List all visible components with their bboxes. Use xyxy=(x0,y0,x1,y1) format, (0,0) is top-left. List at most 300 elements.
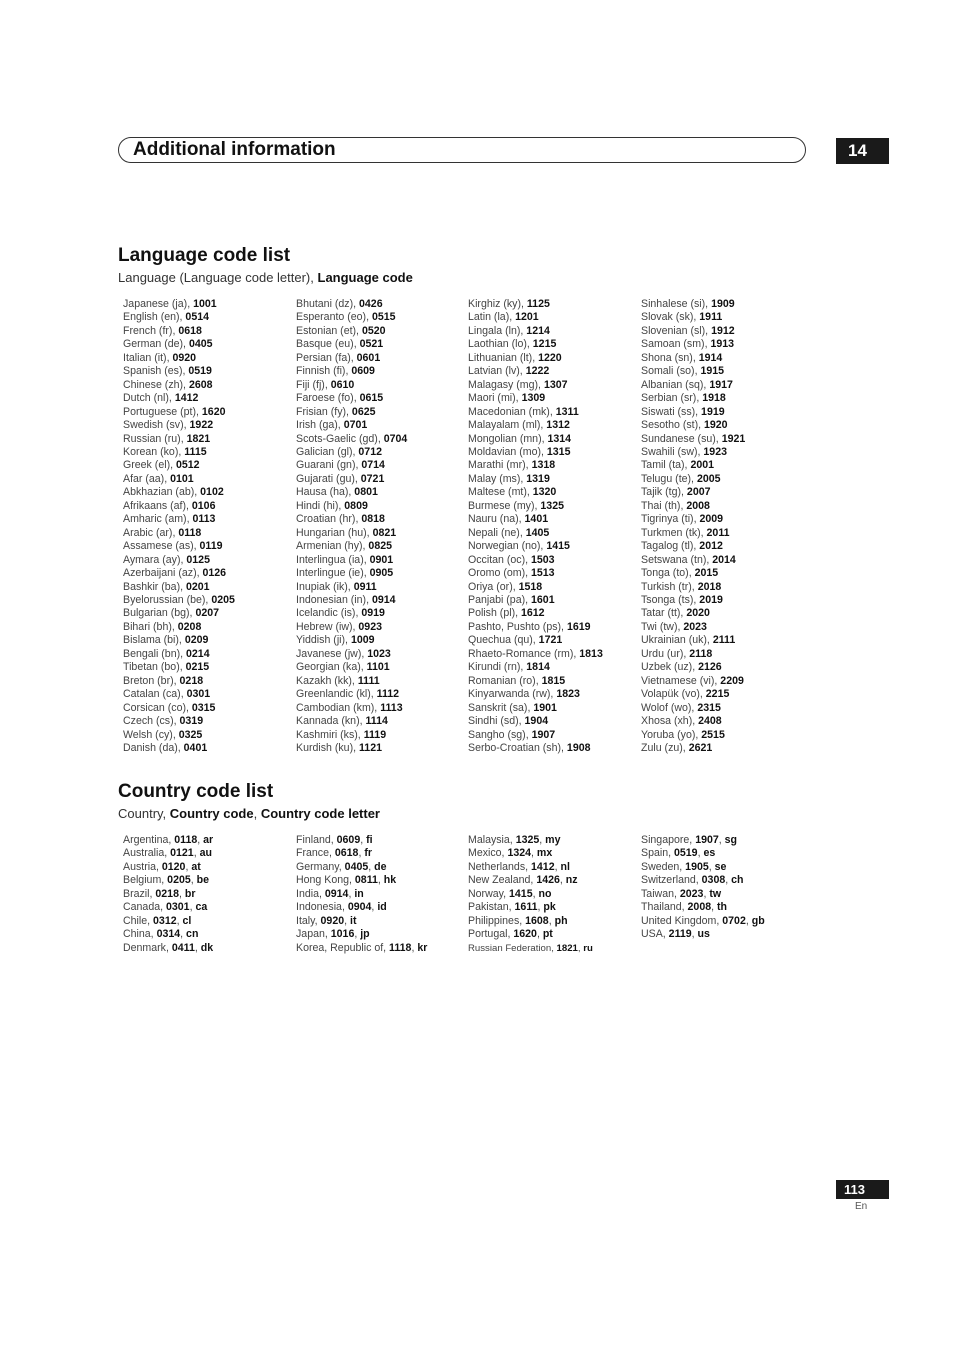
country-separator: , xyxy=(703,887,710,900)
language-name: Russian (ru), xyxy=(123,432,187,445)
language-code: 0920 xyxy=(172,351,197,364)
country-entry xyxy=(296,928,466,941)
country-letter: au xyxy=(199,847,212,860)
language-name: Kazakh (kk), xyxy=(296,674,358,687)
language-entry xyxy=(641,365,811,378)
language-entry xyxy=(123,527,293,540)
language-code: 1814 xyxy=(526,661,550,674)
language-entry xyxy=(468,325,638,338)
language-name: Hungarian (hu), xyxy=(296,526,373,539)
language-name: Kurdish (ku), xyxy=(296,741,359,754)
country-entry xyxy=(468,901,638,914)
language-code: 2009 xyxy=(699,513,724,526)
language-entry xyxy=(296,527,466,540)
language-name: Gujarati (gu), xyxy=(296,472,361,485)
country-code: 0205 xyxy=(167,874,191,887)
country-code: 0609 xyxy=(336,834,361,846)
country-entry xyxy=(468,874,638,887)
language-code: 1415 xyxy=(546,540,570,553)
country-code: 1415 xyxy=(509,887,533,900)
language-column-2 xyxy=(296,298,466,755)
language-code: 0801 xyxy=(354,486,378,499)
language-code: 1307 xyxy=(543,378,568,391)
language-name: Amharic (am), xyxy=(123,513,193,526)
language-code: 0704 xyxy=(383,432,408,445)
country-name: Denmark, xyxy=(123,941,172,954)
country-entry xyxy=(641,901,811,914)
language-name: Kannada (kn), xyxy=(296,715,366,728)
language-code: 0119 xyxy=(199,540,223,553)
language-name: Fiji (fj), xyxy=(296,378,331,391)
language-name: Breton (br), xyxy=(123,674,180,687)
language-code: 0923 xyxy=(358,620,382,633)
language-name: Norwegian (no), xyxy=(468,540,547,553)
language-entry xyxy=(641,540,811,553)
country-separator: , xyxy=(190,874,197,887)
language-code: 1917 xyxy=(709,378,733,391)
country-separator: , xyxy=(411,941,418,954)
page-number-badge: 113 xyxy=(836,1180,889,1199)
language-code: 0825 xyxy=(368,540,392,553)
language-entry xyxy=(296,621,466,634)
country-entry xyxy=(641,861,811,874)
country-entry xyxy=(123,834,293,847)
language-entry xyxy=(123,729,293,742)
language-code: 1907 xyxy=(531,728,556,741)
language-code: 2215 xyxy=(705,688,730,701)
country-letter: at xyxy=(191,860,201,873)
language-name: Slovak (sk), xyxy=(641,311,700,324)
language-name: Scots-Gaelic (gd), xyxy=(296,432,384,445)
country-letter: ph xyxy=(554,914,568,927)
language-entry xyxy=(468,607,638,620)
country-separator: , xyxy=(193,847,200,860)
language-code: 1101 xyxy=(366,661,390,674)
language-name: Greenlandic (kl), xyxy=(296,688,377,701)
language-code: 0113 xyxy=(192,513,216,526)
language-entry xyxy=(296,379,466,392)
language-code: 1115 xyxy=(184,445,207,458)
language-entry xyxy=(123,634,293,647)
language-code: 0401 xyxy=(183,741,208,754)
language-entry xyxy=(468,715,638,728)
language-entry xyxy=(641,338,811,351)
country-subtitle-bold-1: Country code xyxy=(169,806,254,821)
language-name: Malayalam (ml), xyxy=(468,419,547,432)
language-name: Interlingue (ie), xyxy=(296,567,370,580)
language-code: 1121 xyxy=(359,741,382,754)
language-entry xyxy=(468,742,638,755)
language-code: 0325 xyxy=(178,728,203,741)
country-name: Singapore, xyxy=(641,834,696,846)
language-name: Corsican (co), xyxy=(123,701,192,714)
language-entry xyxy=(296,567,466,580)
language-entry xyxy=(468,702,638,715)
language-name: Turkish (tr), xyxy=(641,580,698,593)
language-entry xyxy=(468,567,638,580)
country-name: Russian Federation, xyxy=(468,942,557,954)
language-entry xyxy=(641,311,811,324)
language-code: 1319 xyxy=(526,472,550,485)
language-code: 1901 xyxy=(533,701,557,714)
country-entry xyxy=(641,888,811,901)
country-code: 0411 xyxy=(171,941,195,954)
language-code: 2008 xyxy=(686,499,710,512)
country-separator: , xyxy=(180,928,187,941)
language-entry xyxy=(123,392,293,405)
language-entry xyxy=(123,325,293,338)
language-code: 1113 xyxy=(380,701,403,714)
language-column-4 xyxy=(641,298,811,755)
country-code: 1821 xyxy=(556,942,578,954)
language-code: 0914 xyxy=(371,593,396,606)
language-entry xyxy=(468,554,638,567)
language-code: 1612 xyxy=(520,607,545,620)
language-code: 1503 xyxy=(531,553,555,566)
country-code: 1608 xyxy=(525,914,549,927)
language-code: 1721 xyxy=(538,634,563,647)
language-code: 1309 xyxy=(521,392,546,405)
language-name: Armenian (hy), xyxy=(296,540,369,553)
language-name: Bashkir (ba), xyxy=(123,580,186,593)
country-code: 1620 xyxy=(513,928,537,941)
language-code: 1919 xyxy=(701,405,725,418)
country-letter: fi xyxy=(366,834,373,846)
language-entry xyxy=(123,433,293,446)
language-entry xyxy=(641,661,811,674)
language-code: 0214 xyxy=(186,647,210,660)
language-entry xyxy=(296,473,466,486)
country-separator: , xyxy=(532,887,539,900)
language-entry xyxy=(296,661,466,674)
language-name: Interlingua (ia), xyxy=(296,553,370,566)
language-name: Indonesian (in), xyxy=(296,593,372,606)
language-name: Tigrinya (ti), xyxy=(641,513,700,526)
language-code: 0712 xyxy=(358,445,382,458)
country-separator: , xyxy=(197,834,204,846)
language-name: Albanian (sq), xyxy=(641,378,710,391)
language-entry xyxy=(468,446,638,459)
language-code: 2111 xyxy=(712,634,736,647)
language-entry xyxy=(296,540,466,553)
country-code: 1611 xyxy=(514,901,538,914)
language-code: 1023 xyxy=(367,647,391,660)
language-name: Sinhalese (si), xyxy=(641,298,712,310)
language-entry xyxy=(123,379,293,392)
language-entry xyxy=(468,338,638,351)
language-code: 2011 xyxy=(706,526,730,539)
language-code: 0205 xyxy=(211,593,235,606)
country-separator: , xyxy=(377,874,384,887)
country-entry xyxy=(468,888,638,901)
language-code: 0218 xyxy=(179,674,204,687)
language-code: 0521 xyxy=(359,338,384,351)
language-name: Latin (la), xyxy=(468,311,516,324)
language-entry xyxy=(641,406,811,419)
language-entry xyxy=(296,607,466,620)
language-code: 2118 xyxy=(689,647,713,660)
language-name: Sindhi (sd), xyxy=(468,715,525,728)
language-entry xyxy=(296,338,466,351)
language-code: 0405 xyxy=(188,338,213,351)
language-code: 0514 xyxy=(185,311,209,324)
language-name: Aymara (ay), xyxy=(123,553,187,566)
country-separator: , xyxy=(531,847,537,860)
language-entry xyxy=(641,459,811,472)
country-letter: br xyxy=(184,887,196,900)
language-name: Samoan (sm), xyxy=(641,338,711,351)
language-name: Malay (ms), xyxy=(468,472,527,485)
language-code: 1222 xyxy=(525,365,550,378)
language-entry xyxy=(296,715,466,728)
language-code: 1909 xyxy=(711,298,735,310)
country-name: Switzerland, xyxy=(641,874,702,887)
country-entry xyxy=(296,834,466,847)
page-language-label: En xyxy=(855,1201,868,1212)
country-entry xyxy=(123,874,293,887)
language-code: 0618 xyxy=(178,324,202,337)
country-code: 0301 xyxy=(166,901,190,914)
country-separator: , xyxy=(745,914,752,927)
language-code: 0515 xyxy=(371,311,396,324)
language-code: 0609 xyxy=(351,365,375,378)
country-entry xyxy=(641,847,811,860)
language-name: Burmese (my), xyxy=(468,499,541,512)
country-code: 0312 xyxy=(153,914,177,927)
language-entry xyxy=(641,715,811,728)
country-code: 2023 xyxy=(679,887,704,900)
language-name: Swedish (sv), xyxy=(123,419,190,432)
language-code: 0601 xyxy=(356,351,381,364)
language-code: 0701 xyxy=(343,419,368,432)
language-code: 2209 xyxy=(720,674,744,687)
country-separator: , xyxy=(559,874,566,887)
country-name: Norway, xyxy=(468,887,510,900)
language-name: Esperanto (eo), xyxy=(296,311,372,324)
language-entry xyxy=(468,621,638,634)
country-entry xyxy=(296,847,466,860)
language-name: Assamese (as), xyxy=(123,540,200,553)
language-entry xyxy=(468,473,638,486)
language-name: Afrikaans (af), xyxy=(123,499,192,512)
language-name: Yoruba (yo), xyxy=(641,728,702,741)
language-code: 1312 xyxy=(546,419,570,432)
country-letter: th xyxy=(717,901,727,914)
country-separator: , xyxy=(368,860,375,873)
language-entry xyxy=(468,459,638,472)
language-name: Icelandic (is), xyxy=(296,607,362,620)
language-name: Dutch (nl), xyxy=(123,392,175,405)
language-code: 1513 xyxy=(530,567,555,580)
language-entry xyxy=(123,715,293,728)
country-name: Australia, xyxy=(123,847,171,860)
language-entry xyxy=(468,379,638,392)
language-entry xyxy=(296,406,466,419)
language-entry xyxy=(296,500,466,513)
language-entry xyxy=(123,446,293,459)
language-name: Arabic (ar), xyxy=(123,526,179,539)
country-code: 1324 xyxy=(507,847,532,860)
language-code: 1311 xyxy=(555,405,579,418)
language-name: Ukrainian (uk), xyxy=(641,634,713,647)
country-code: 1905 xyxy=(685,860,709,873)
language-entry xyxy=(296,688,466,701)
language-name: Romanian (ro), xyxy=(468,674,542,687)
language-code: 0315 xyxy=(191,701,216,714)
language-name: Slovenian (sl), xyxy=(641,324,712,337)
country-separator: , xyxy=(348,887,355,900)
language-entry xyxy=(296,433,466,446)
language-name: Zulu (zu), xyxy=(641,741,689,754)
language-entry xyxy=(296,675,466,688)
language-name: Laothian (lo), xyxy=(468,338,533,351)
language-code: 0911 xyxy=(353,580,377,593)
language-name: Uzbek (uz), xyxy=(641,661,699,674)
language-entry xyxy=(641,581,811,594)
country-letter: pt xyxy=(542,928,553,941)
language-code: 2608 xyxy=(188,378,213,391)
language-name: Yiddish (ji), xyxy=(296,634,351,647)
language-code: 2005 xyxy=(696,472,721,485)
language-name: Japanese (ja), xyxy=(123,298,194,310)
language-code: 1314 xyxy=(547,432,572,445)
language-name: Siswati (ss), xyxy=(641,405,702,418)
language-code: 0201 xyxy=(186,580,210,593)
country-entry xyxy=(468,928,638,941)
language-entry xyxy=(468,688,638,701)
country-letter: in xyxy=(354,887,364,900)
language-entry xyxy=(123,459,293,472)
language-entry xyxy=(468,594,638,607)
language-code: 1318 xyxy=(531,459,556,472)
country-separator: , xyxy=(708,860,715,873)
language-entry xyxy=(641,419,811,432)
language-code: 1119 xyxy=(363,728,387,741)
language-entry xyxy=(123,352,293,365)
language-name: Hindi (hi), xyxy=(296,499,345,512)
language-entry xyxy=(468,675,638,688)
country-letter: tw xyxy=(709,887,722,900)
language-name: Marathi (mr), xyxy=(468,459,532,472)
language-code: 1920 xyxy=(704,419,728,432)
country-separator: , xyxy=(185,860,192,873)
country-name: Hong Kong, xyxy=(296,874,355,887)
language-section-subtitle xyxy=(118,270,413,285)
language-name: Tamil (ta), xyxy=(641,459,691,472)
language-code: 2014 xyxy=(712,553,736,566)
language-code: 0520 xyxy=(361,324,386,337)
language-name: Lithuanian (lt), xyxy=(468,351,539,364)
language-code: 1914 xyxy=(698,351,723,364)
language-entry xyxy=(123,567,293,580)
country-name: Austria, xyxy=(123,860,162,873)
language-name: Shona (sn), xyxy=(641,351,699,364)
language-entry xyxy=(296,311,466,324)
language-name: Portuguese (pt), xyxy=(123,405,202,418)
country-letter: nz xyxy=(565,874,578,887)
chapter-header-box xyxy=(118,137,806,163)
country-entry xyxy=(296,942,466,955)
country-code: 0914 xyxy=(324,887,349,900)
language-entry xyxy=(123,406,293,419)
language-code: 0208 xyxy=(177,620,202,633)
language-code: 1518 xyxy=(518,580,543,593)
language-entry xyxy=(641,486,811,499)
country-code: 1016 xyxy=(330,928,355,941)
country-column-4 xyxy=(641,834,811,942)
language-name: Georgian (ka), xyxy=(296,661,367,674)
country-code: 1118 xyxy=(389,941,412,954)
country-section-subtitle xyxy=(118,806,380,821)
language-name: Guarani (gn), xyxy=(296,459,362,472)
language-column-3 xyxy=(468,298,638,755)
language-entry xyxy=(296,419,466,432)
language-code: 0901 xyxy=(369,553,394,566)
country-letter: jp xyxy=(360,928,370,941)
language-name: Abkhazian (ab), xyxy=(123,486,201,499)
language-code: 0301 xyxy=(186,688,211,701)
language-entry xyxy=(296,554,466,567)
language-entry xyxy=(468,729,638,742)
language-entry xyxy=(296,298,466,311)
country-code: 1325 xyxy=(515,834,540,846)
language-name: Panjabi (pa), xyxy=(468,593,532,606)
language-code: 2015 xyxy=(694,567,719,580)
country-name: Brazil, xyxy=(123,887,156,900)
language-entry xyxy=(123,648,293,661)
language-code: 1009 xyxy=(350,634,375,647)
language-name: Persian (fa), xyxy=(296,351,357,364)
country-separator: , xyxy=(711,901,717,914)
country-separator: , xyxy=(371,901,378,914)
language-code: 0919 xyxy=(361,607,385,620)
language-code: 1320 xyxy=(532,486,557,499)
language-code: 1112 xyxy=(376,688,400,701)
language-code: 0209 xyxy=(184,634,209,647)
language-name: German (de), xyxy=(123,338,189,351)
country-code: 0218 xyxy=(155,887,179,900)
language-name: Faroese (fo), xyxy=(296,392,360,405)
language-entry xyxy=(296,352,466,365)
language-name: Kirghiz (ky), xyxy=(468,298,527,310)
language-code: 1001 xyxy=(193,298,217,310)
country-separator: , xyxy=(194,941,201,954)
country-code: 0702 xyxy=(722,914,746,927)
country-code: 0121 xyxy=(170,847,194,860)
language-name: Malagasy (mg), xyxy=(468,378,544,391)
country-code: 1412 xyxy=(531,860,555,873)
country-letter: gb xyxy=(751,914,765,927)
country-letter: kr xyxy=(417,941,428,954)
language-entry xyxy=(296,459,466,472)
language-name: Estonian (et), xyxy=(296,324,362,337)
language-code: 2012 xyxy=(699,540,723,553)
language-name: Maori (mi), xyxy=(468,392,522,405)
language-code: 1908 xyxy=(566,741,591,754)
country-letter: dk xyxy=(200,941,214,954)
language-code: 1923 xyxy=(703,445,727,458)
language-entry xyxy=(641,634,811,647)
chapter-title: Additional information xyxy=(133,139,336,160)
country-code: 0120 xyxy=(161,860,186,873)
language-entry xyxy=(468,311,638,324)
country-entry xyxy=(123,847,293,860)
language-code: 0905 xyxy=(369,567,394,580)
language-entry xyxy=(123,607,293,620)
language-name: Finnish (fi), xyxy=(296,365,352,378)
language-name: Setswana (tn), xyxy=(641,553,713,566)
language-name: Chinese (zh), xyxy=(123,378,189,391)
